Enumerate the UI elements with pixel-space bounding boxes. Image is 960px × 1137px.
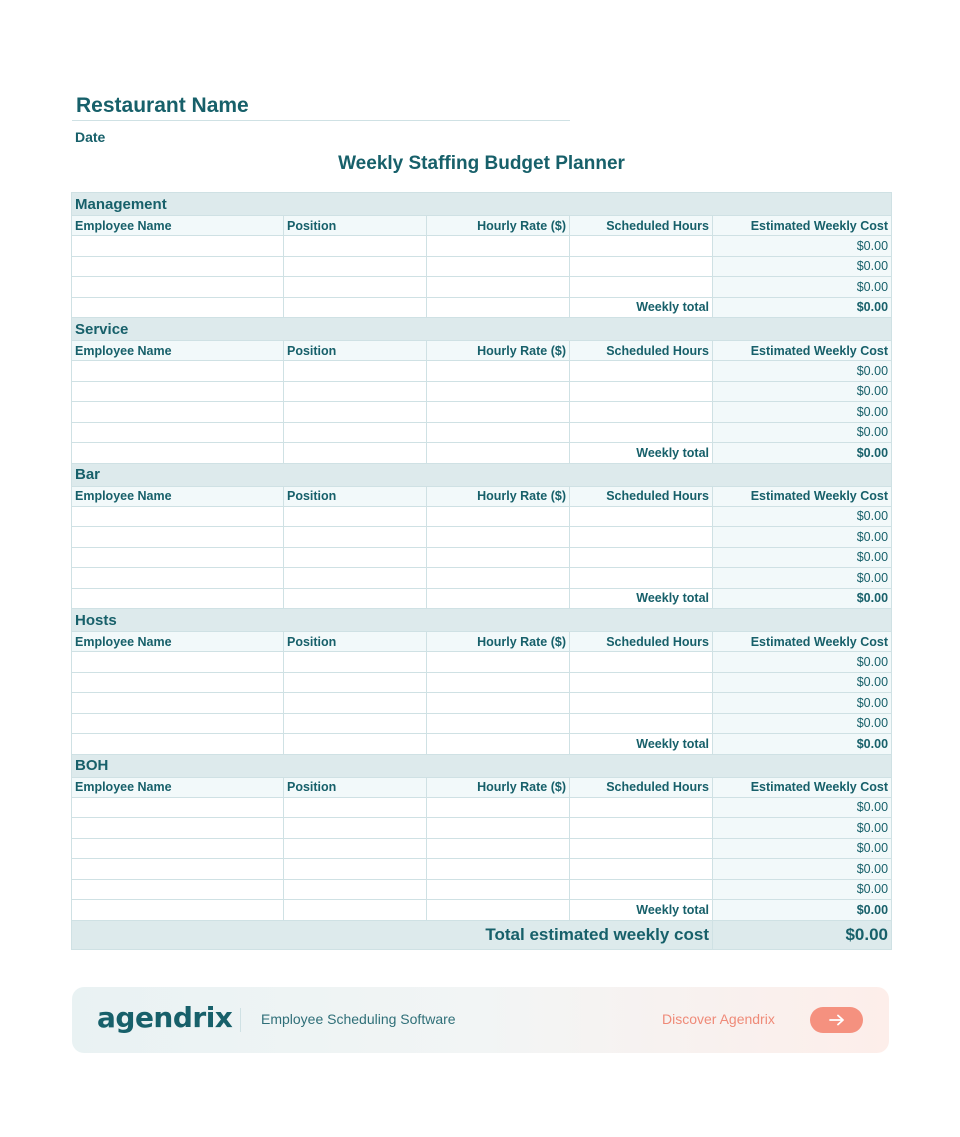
employee-name-cell[interactable] — [72, 402, 284, 423]
employee-name-cell[interactable] — [72, 652, 284, 673]
hourly-rate-cell[interactable] — [427, 361, 570, 382]
column-header: Estimated Weekly Cost — [713, 216, 892, 236]
employee-name-cell[interactable] — [72, 236, 284, 257]
section-title: Service — [72, 318, 892, 341]
estimated-cost-cell: $0.00 — [713, 672, 892, 693]
employee-name-cell[interactable] — [72, 381, 284, 402]
table-row — [72, 818, 892, 839]
table-row — [72, 256, 892, 277]
empty-cell — [72, 297, 284, 318]
position-cell[interactable] — [284, 672, 427, 693]
hourly-rate-cell[interactable] — [427, 547, 570, 568]
column-header-row — [72, 777, 892, 797]
column-header: Scheduled Hours — [570, 632, 713, 652]
column-header: Employee Name — [72, 777, 284, 797]
discover-agendrix-link[interactable]: Discover Agendrix — [662, 1011, 775, 1027]
date-label: Date — [75, 129, 106, 145]
scheduled-hours-cell[interactable] — [570, 506, 713, 527]
column-header: Hourly Rate ($) — [427, 777, 570, 797]
column-header: Scheduled Hours — [570, 486, 713, 506]
scheduled-hours-cell[interactable] — [570, 652, 713, 673]
column-header: Position — [284, 341, 427, 361]
column-header: Scheduled Hours — [570, 777, 713, 797]
scheduled-hours-cell[interactable] — [570, 236, 713, 257]
scheduled-hours-cell[interactable] — [570, 256, 713, 277]
scheduled-hours-cell[interactable] — [570, 672, 713, 693]
table-row — [72, 277, 892, 298]
empty-cell — [427, 297, 570, 318]
hourly-rate-cell[interactable] — [427, 859, 570, 880]
discover-arrow-button[interactable] — [810, 1007, 863, 1033]
section-header-service — [72, 318, 892, 341]
weekly-total-label: Weekly total — [570, 734, 713, 755]
employee-name-cell[interactable] — [72, 818, 284, 839]
scheduled-hours-cell[interactable] — [570, 879, 713, 900]
employee-name-cell[interactable] — [72, 713, 284, 734]
table-row — [72, 506, 892, 527]
table-row — [72, 713, 892, 734]
scheduled-hours-cell[interactable] — [570, 818, 713, 839]
empty-cell — [284, 443, 427, 464]
column-header-row — [72, 632, 892, 652]
position-cell[interactable] — [284, 797, 427, 818]
table-row — [72, 838, 892, 859]
empty-cell — [72, 443, 284, 464]
position-cell[interactable] — [284, 422, 427, 443]
hourly-rate-cell[interactable] — [427, 236, 570, 257]
estimated-cost-cell: $0.00 — [713, 506, 892, 527]
scheduled-hours-cell[interactable] — [570, 859, 713, 880]
empty-cell — [72, 900, 284, 921]
section-header-management — [72, 193, 892, 216]
column-header: Position — [284, 216, 427, 236]
position-cell[interactable] — [284, 693, 427, 714]
hourly-rate-cell[interactable] — [427, 277, 570, 298]
restaurant-name-field[interactable]: Restaurant Name — [72, 94, 570, 121]
weekly-total-value: $0.00 — [713, 734, 892, 755]
column-header: Estimated Weekly Cost — [713, 632, 892, 652]
scheduled-hours-cell[interactable] — [570, 527, 713, 548]
agendrix-banner — [72, 987, 889, 1053]
employee-name-cell[interactable] — [72, 277, 284, 298]
table-row — [72, 381, 892, 402]
staffing-budget-table — [71, 192, 892, 950]
employee-name-cell[interactable] — [72, 797, 284, 818]
grand-total-value: $0.00 — [713, 920, 892, 949]
estimated-cost-cell: $0.00 — [713, 256, 892, 277]
estimated-cost-cell: $0.00 — [713, 818, 892, 839]
scheduled-hours-cell[interactable] — [570, 381, 713, 402]
position-cell[interactable] — [284, 859, 427, 880]
column-header: Scheduled Hours — [570, 216, 713, 236]
hourly-rate-cell[interactable] — [427, 693, 570, 714]
estimated-cost-cell: $0.00 — [713, 859, 892, 880]
hourly-rate-cell[interactable] — [427, 381, 570, 402]
estimated-cost-cell: $0.00 — [713, 838, 892, 859]
hourly-rate-cell[interactable] — [427, 818, 570, 839]
position-cell[interactable] — [284, 506, 427, 527]
column-header: Hourly Rate ($) — [427, 216, 570, 236]
column-header-row — [72, 341, 892, 361]
hourly-rate-cell[interactable] — [427, 256, 570, 277]
section-title: BOH — [72, 754, 892, 777]
document-header — [72, 94, 570, 145]
position-cell[interactable] — [284, 277, 427, 298]
estimated-cost-cell: $0.00 — [713, 693, 892, 714]
scheduled-hours-cell[interactable] — [570, 277, 713, 298]
scheduled-hours-cell[interactable] — [570, 568, 713, 589]
empty-cell — [72, 734, 284, 755]
hourly-rate-cell[interactable] — [427, 797, 570, 818]
employee-name-cell[interactable] — [72, 859, 284, 880]
position-cell[interactable] — [284, 381, 427, 402]
column-header: Position — [284, 777, 427, 797]
grand-total-label: Total estimated weekly cost — [72, 920, 713, 949]
table-row — [72, 236, 892, 257]
employee-name-cell[interactable] — [72, 422, 284, 443]
column-header: Hourly Rate ($) — [427, 341, 570, 361]
empty-cell — [72, 588, 284, 609]
weekly-total-value: $0.00 — [713, 900, 892, 921]
section-title: Hosts — [72, 609, 892, 632]
table-row — [72, 568, 892, 589]
hourly-rate-cell[interactable] — [427, 506, 570, 527]
hourly-rate-cell[interactable] — [427, 422, 570, 443]
hourly-rate-cell[interactable] — [427, 879, 570, 900]
column-header: Employee Name — [72, 216, 284, 236]
weekly-total-row — [72, 297, 892, 318]
hourly-rate-cell[interactable] — [427, 838, 570, 859]
position-cell[interactable] — [284, 568, 427, 589]
weekly-total-value: $0.00 — [713, 297, 892, 318]
table-row — [72, 859, 892, 880]
position-cell[interactable] — [284, 256, 427, 277]
column-header: Employee Name — [72, 486, 284, 506]
table-row — [72, 361, 892, 382]
column-header: Employee Name — [72, 632, 284, 652]
weekly-total-value: $0.00 — [713, 443, 892, 464]
position-cell[interactable] — [284, 547, 427, 568]
column-header: Estimated Weekly Cost — [713, 777, 892, 797]
employee-name-cell[interactable] — [72, 547, 284, 568]
column-header: Position — [284, 486, 427, 506]
weekly-total-label: Weekly total — [570, 443, 713, 464]
table-row — [72, 797, 892, 818]
estimated-cost-cell: $0.00 — [713, 713, 892, 734]
scheduled-hours-cell[interactable] — [570, 402, 713, 423]
column-header: Scheduled Hours — [570, 341, 713, 361]
position-cell[interactable] — [284, 402, 427, 423]
employee-name-cell[interactable] — [72, 838, 284, 859]
scheduled-hours-cell[interactable] — [570, 838, 713, 859]
table-row — [72, 527, 892, 548]
empty-cell — [427, 588, 570, 609]
column-header: Hourly Rate ($) — [427, 486, 570, 506]
column-header-row — [72, 486, 892, 506]
scheduled-hours-cell[interactable] — [570, 797, 713, 818]
hourly-rate-cell[interactable] — [427, 402, 570, 423]
position-cell[interactable] — [284, 652, 427, 673]
table-row — [72, 652, 892, 673]
estimated-cost-cell: $0.00 — [713, 879, 892, 900]
page-title: Weekly Staffing Budget Planner — [338, 153, 625, 174]
scheduled-hours-cell[interactable] — [570, 713, 713, 734]
grand-total-row — [72, 920, 892, 949]
employee-name-cell[interactable] — [72, 672, 284, 693]
position-cell[interactable] — [284, 838, 427, 859]
table-row — [72, 402, 892, 423]
employee-name-cell[interactable] — [72, 527, 284, 548]
position-cell[interactable] — [284, 818, 427, 839]
weekly-total-row — [72, 588, 892, 609]
empty-cell — [427, 734, 570, 755]
section-header-boh — [72, 754, 892, 777]
position-cell[interactable] — [284, 236, 427, 257]
estimated-cost-cell: $0.00 — [713, 547, 892, 568]
column-header: Position — [284, 632, 427, 652]
estimated-cost-cell: $0.00 — [713, 381, 892, 402]
banner-tagline: Employee Scheduling Software — [261, 1011, 456, 1027]
section-header-hosts — [72, 609, 892, 632]
employee-name-cell[interactable] — [72, 361, 284, 382]
weekly-total-label: Weekly total — [570, 900, 713, 921]
column-header: Estimated Weekly Cost — [713, 341, 892, 361]
section-title: Management — [72, 193, 892, 216]
position-cell[interactable] — [284, 879, 427, 900]
table-row — [72, 879, 892, 900]
hourly-rate-cell[interactable] — [427, 713, 570, 734]
position-cell[interactable] — [284, 361, 427, 382]
section-header-bar — [72, 463, 892, 486]
table-row — [72, 422, 892, 443]
empty-cell — [284, 297, 427, 318]
scheduled-hours-cell[interactable] — [570, 547, 713, 568]
weekly-total-label: Weekly total — [570, 297, 713, 318]
empty-cell — [284, 900, 427, 921]
employee-name-cell[interactable] — [72, 693, 284, 714]
weekly-total-row — [72, 443, 892, 464]
employee-name-cell[interactable] — [72, 506, 284, 527]
hourly-rate-cell[interactable] — [427, 672, 570, 693]
estimated-cost-cell: $0.00 — [713, 361, 892, 382]
estimated-cost-cell: $0.00 — [713, 236, 892, 257]
estimated-cost-cell: $0.00 — [713, 652, 892, 673]
scheduled-hours-cell[interactable] — [570, 361, 713, 382]
hourly-rate-cell[interactable] — [427, 527, 570, 548]
estimated-cost-cell: $0.00 — [713, 568, 892, 589]
empty-cell — [284, 588, 427, 609]
estimated-cost-cell: $0.00 — [713, 527, 892, 548]
weekly-total-row — [72, 900, 892, 921]
hourly-rate-cell[interactable] — [427, 568, 570, 589]
weekly-total-label: Weekly total — [570, 588, 713, 609]
empty-cell — [427, 443, 570, 464]
position-cell[interactable] — [284, 527, 427, 548]
estimated-cost-cell: $0.00 — [713, 277, 892, 298]
arrow-right-icon — [829, 1014, 845, 1026]
employee-name-cell[interactable] — [72, 879, 284, 900]
banner-divider — [240, 1008, 241, 1032]
table-row — [72, 547, 892, 568]
empty-cell — [284, 734, 427, 755]
column-header-row — [72, 216, 892, 236]
table-row — [72, 693, 892, 714]
estimated-cost-cell: $0.00 — [713, 422, 892, 443]
column-header: Employee Name — [72, 341, 284, 361]
section-title: Bar — [72, 463, 892, 486]
employee-name-cell[interactable] — [72, 256, 284, 277]
position-cell[interactable] — [284, 713, 427, 734]
agendrix-logo[interactable]: agendrix — [97, 1001, 233, 1034]
column-header: Hourly Rate ($) — [427, 632, 570, 652]
table-row — [72, 672, 892, 693]
hourly-rate-cell[interactable] — [427, 652, 570, 673]
weekly-total-value: $0.00 — [713, 588, 892, 609]
employee-name-cell[interactable] — [72, 568, 284, 589]
column-header: Estimated Weekly Cost — [713, 486, 892, 506]
empty-cell — [427, 900, 570, 921]
scheduled-hours-cell[interactable] — [570, 693, 713, 714]
scheduled-hours-cell[interactable] — [570, 422, 713, 443]
estimated-cost-cell: $0.00 — [713, 402, 892, 423]
estimated-cost-cell: $0.00 — [713, 797, 892, 818]
weekly-total-row — [72, 734, 892, 755]
